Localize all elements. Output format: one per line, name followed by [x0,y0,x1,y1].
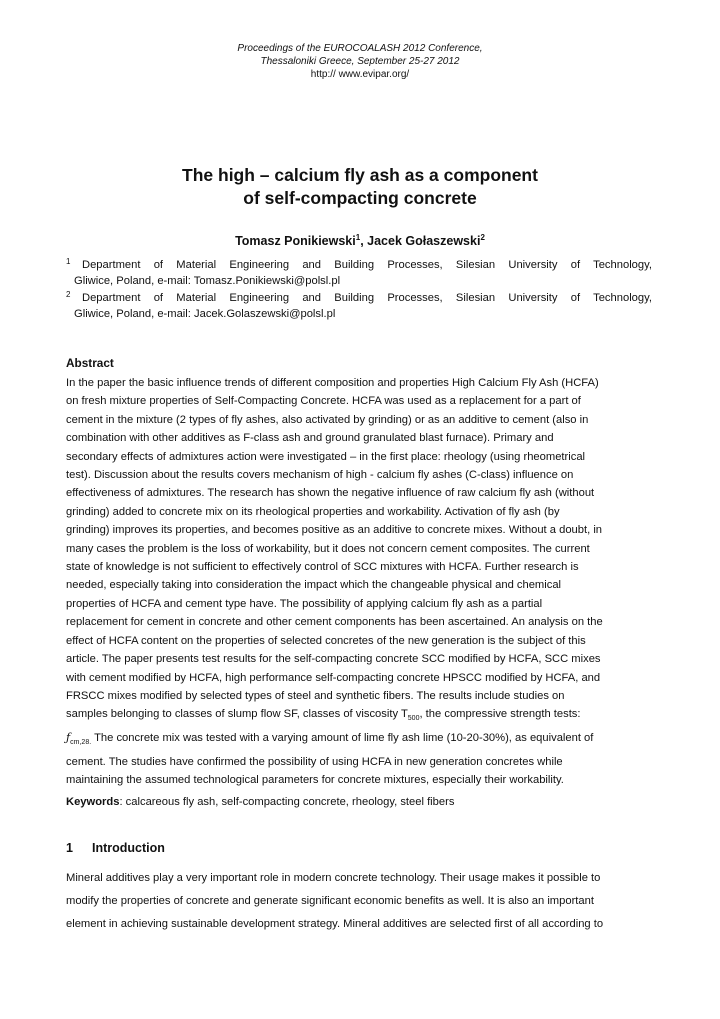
abstract-line: effect of HCFA content on the properties of selected concretes of the new generation is the subject of this [66,634,586,647]
conference-header [0,42,720,81]
subscript: 500 [407,715,420,723]
paper-title [0,164,720,210]
abstract-line: combination with other additives as F-class ash and ground granulated blast furnace). Primary and [66,432,554,445]
abstract-heading: Abstract [66,356,114,370]
header-line-2: Thessaloniki Greece, September 25-27 2012 [260,56,460,67]
abstract-line: maintaining the assumed technological parameters for concrete mixtures, especially their workability. [66,774,564,786]
abstract-line: In the paper the basic influence trends of different composition and properties High Calcium Fly Ash (HCFA) [66,377,599,389]
abstract-line: effectiveness of admixtures. The research has shown the negative influence of raw calcium fly ash (without [66,487,595,500]
subscript: cm,28. [70,739,92,747]
author-1: Tomasz Ponikiewski [235,234,356,249]
abstract-body [66,374,666,789]
author-1-affiliation-mark: 1 [355,233,361,242]
abstract-line: many cases the problem is the loss of workability, but it does not concern cement composites. The current [66,542,590,555]
title-line-2: of self-compacting concrete [243,188,477,208]
header-url[interactable]: http:// www.evipar.org/ [310,69,410,80]
abstract-line: grinding) added to concrete mix on its rheological properties and workability. Activation of fly ash (by [66,505,560,518]
section-number: 1 [66,841,73,855]
abstract-line: secondary effects of admixtures action were investigated – in the first place: rheology (using rheometrical [66,450,586,463]
abstract-line: test). Discussion about the results covers mechanism of high - calcium fly ashes (C-class) influence on [66,469,574,482]
abstract-line: state of knowledge is not sufficient to effectively control of SCC mixtures with HCFA. Further research is [66,561,579,574]
affiliation-1-line-1: Department of Material Engineering and Building Processes, Silesian University of Technology, [82,259,652,271]
author-2: Jacek Gołaszewski [367,234,481,249]
abstract-line: replacement for cement in concrete and other cement components has been ascertained. An analysis on the [66,616,603,629]
affiliation-1 [66,257,652,289]
author-separator: , [360,234,368,249]
affiliation-1-line-2: Gliwice, Poland, e-mail: Tomasz.Ponikiewski@polsl.pl [74,275,341,287]
abstract-line: properties of HCFA and cement type have. The possibility of applying calcium fly ash as a partial [66,597,543,610]
affiliation-2-number: 2 [66,290,71,299]
abstract-line [66,705,666,729]
abstract-text: samples belonging to classes of slump flow SF, classes of viscosity T [66,708,408,721]
author-list [0,233,720,248]
abstract-line: cement. The studies have confirmed the possibility of using HCFA in new generation concretes while [66,755,563,768]
affiliation-2 [66,290,652,322]
keywords-text: : calcareous fly ash, self-compacting concrete, rheology, steel fibers [119,796,455,808]
section-title: Introduction [92,841,165,855]
title-line-1: The high – calcium fly ash as a component [182,165,538,185]
abstract-line: on fresh mixture properties of Self-Compacting Concrete. HCFA was used as a replacement for a part of [66,395,581,408]
intro-line: modify the properties of concrete and generate significant economic benefits as well. It is also an important [66,895,594,907]
strength-symbol: ƒ [66,730,71,744]
section-heading-introduction [66,841,165,855]
abstract-text: The concrete mix was tested with a varying amount of lime fly ash lime (10-20-30%), as equivalent of [91,731,594,744]
intro-line: element in achieving sustainable development strategy. Mineral additives are selected first of all according to [66,918,604,930]
affiliation-2-line-2: Gliwice, Poland, e-mail: Jacek.Golaszewski@polsl.pl [74,308,336,320]
header-line-1: Proceedings of the EUROCOALASH 2012 Conference, [237,43,483,54]
abstract-line: cement in the mixture (2 types of fly ashes, also activated by grinding) or as an additive to cement (also in [66,413,589,426]
abstract-line: FRSCC mixes modified by selected types of steel and synthetic fibers. The results include studies on [66,689,565,702]
keywords [66,796,454,808]
intro-line: Mineral additives play a very important role in modern concrete technology. Their usage makes it possible to [66,872,601,884]
abstract-line: needed, especially taking into consideration the impact which the changeable physical and chemical [66,579,562,592]
abstract-line: grinding) improves its properties, and becomes positive as an additive to concrete mixes. Without a doubt, in [66,524,603,537]
abstract-line: with cement modified by HCFA, high performance self-compacting concrete HPSCC modified by HCFA, and [66,671,601,684]
abstract-line: article. The paper presents test results for the self-compacting concrete SCC modified by HCFA, SCC mixes [66,653,601,666]
keywords-label: Keywords [66,796,120,808]
affiliation-1-number: 1 [66,257,71,266]
affiliation-2-line-1: Department of Material Engineering and Building Processes, Silesian University of Technology, [82,292,652,304]
abstract-line [66,729,666,753]
author-2-affiliation-mark: 2 [480,233,485,242]
abstract-text: , the compressive strength tests: [419,708,581,721]
